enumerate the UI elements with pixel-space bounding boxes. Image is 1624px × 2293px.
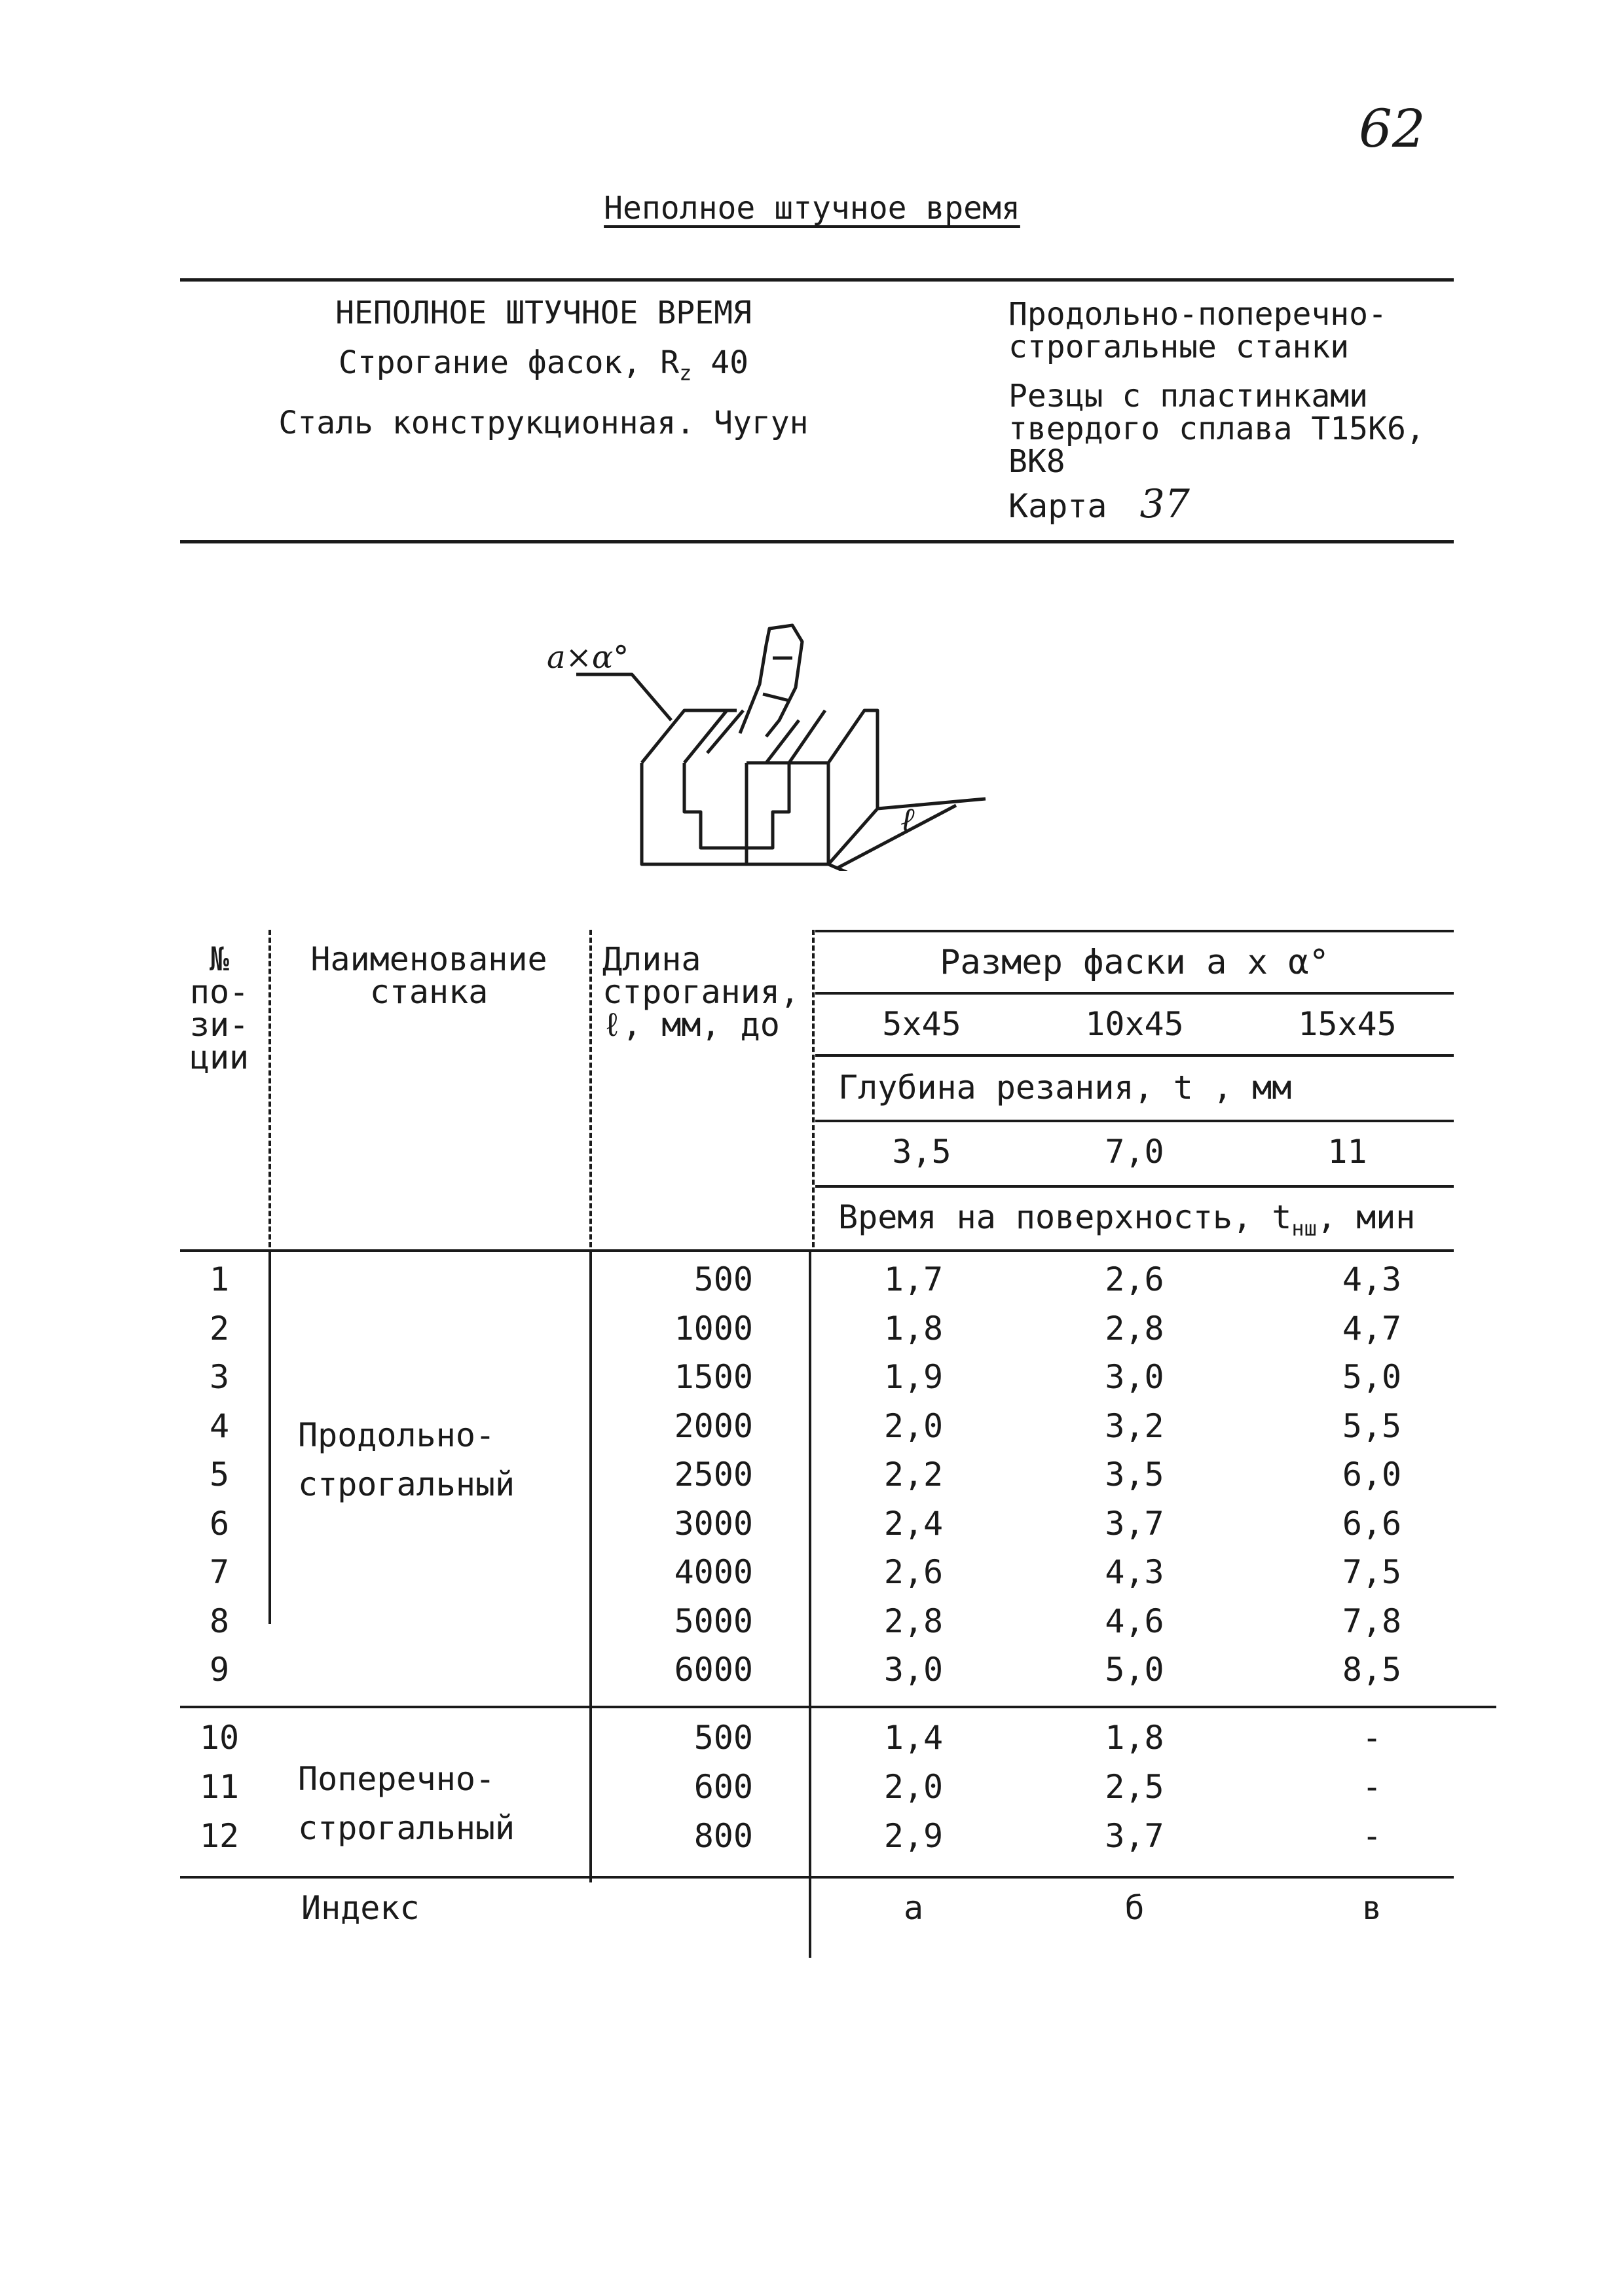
roughness-value: 40 [692, 344, 749, 381]
body-sep-3 [809, 1251, 811, 1958]
row-no: 8 [209, 1602, 230, 1640]
row-length: 600 [693, 1768, 753, 1806]
time-header-text: Время на поверхность, t [838, 1198, 1292, 1236]
col-len-h1: Длина [602, 940, 701, 978]
header-bottom-line [180, 1249, 1454, 1252]
row-time-b: 2,6 [1105, 1260, 1164, 1298]
group1-machine-name [298, 1411, 515, 1509]
header-sep-1 [268, 930, 271, 1247]
body-sep-2 [589, 1251, 592, 1882]
depth-header-rule [815, 1120, 1454, 1122]
tools-line1: Резцы с пластинками [1008, 378, 1369, 414]
row-time-a: 1,4 [883, 1719, 944, 1757]
col-len-h2: строгания, [602, 973, 800, 1011]
row-length: 1000 [674, 1309, 753, 1348]
col-name-h2: станка [369, 973, 489, 1011]
row-time-c: 5,5 [1342, 1406, 1402, 1445]
roughness-sub: z [679, 360, 692, 386]
row-length: 2500 [674, 1456, 753, 1494]
row-time-b: 1,8 [1105, 1719, 1164, 1757]
col-name-h1: Наименование [310, 940, 547, 978]
row-no: 4 [209, 1406, 230, 1445]
row-length: 500 [693, 1260, 753, 1298]
row-length: 6000 [674, 1651, 753, 1689]
row-time-b: 2,5 [1105, 1768, 1164, 1806]
row-time-a: 2,9 [883, 1817, 944, 1855]
row-time-c: 6,6 [1342, 1504, 1402, 1543]
size-a: 5x45 [882, 1005, 961, 1043]
row-no: 6 [209, 1504, 230, 1543]
row-time-a: 2,8 [883, 1602, 944, 1640]
row-length: 3000 [674, 1504, 753, 1543]
header-sep-2 [589, 930, 592, 1247]
col-len-header [602, 940, 812, 1044]
row-time-b: 2,8 [1105, 1309, 1164, 1348]
group2-name-l1: Поперечно- [298, 1760, 496, 1798]
row-time-c: 5,0 [1342, 1358, 1402, 1396]
row-time-c: 6,0 [1342, 1456, 1402, 1494]
row-time-a: 2,6 [883, 1553, 944, 1591]
tools-line2: твердого сплава Т15К6, [1008, 411, 1425, 447]
depth-header: Глубина резания, t , мм [838, 1069, 1292, 1107]
size-header: Размер фаски a x α° [940, 943, 1329, 982]
col-no-header [180, 940, 259, 1076]
row-no: 5 [209, 1456, 230, 1494]
col-no-h4: ции [189, 1038, 249, 1076]
row-time-a: 2,4 [883, 1504, 944, 1543]
karta-label: Карта [1008, 487, 1107, 525]
row-time-a: 2,0 [883, 1406, 944, 1445]
depth-b: 7,0 [1105, 1133, 1164, 1171]
row-time-c: 8,5 [1342, 1651, 1402, 1689]
row-no: 1 [209, 1260, 230, 1298]
row-length: 800 [693, 1817, 753, 1855]
table-top-rule [815, 930, 1454, 932]
group2-name-l2: строгальный [298, 1809, 515, 1847]
row-time-a: 2,0 [883, 1768, 944, 1806]
index-a: а [903, 1889, 924, 1927]
row-no: 10 [199, 1719, 240, 1757]
col-name-header [275, 940, 583, 1011]
row-time-a: 1,7 [883, 1260, 944, 1298]
group2-machine-name [298, 1755, 515, 1853]
row-time-a: 1,9 [883, 1358, 944, 1396]
chamfer-label: a×α° [547, 639, 629, 676]
row-time-c: - [1361, 1719, 1382, 1757]
row-time-a: 2,2 [883, 1456, 944, 1494]
depth-c: 11 [1327, 1133, 1367, 1171]
row-time-b: 3,2 [1105, 1406, 1164, 1445]
machines-line2: строгальные станки [1008, 329, 1350, 365]
karta-number: 37 [1139, 481, 1190, 527]
sizes-rule [815, 1054, 1454, 1057]
page-title-text: Неполное штучное время [604, 190, 1020, 227]
row-time-b: 3,7 [1105, 1817, 1164, 1855]
depth-a: 3,5 [892, 1133, 951, 1171]
row-no: 11 [199, 1768, 240, 1806]
row-length: 2000 [674, 1406, 753, 1445]
time-header-unit: , мин [1316, 1198, 1416, 1236]
row-time-c: 7,8 [1342, 1602, 1402, 1640]
row-time-b: 5,0 [1105, 1651, 1164, 1689]
row-time-c: - [1361, 1768, 1382, 1806]
row-time-b: 3,7 [1105, 1504, 1164, 1543]
operation-text: Строгание фасок, R [338, 344, 680, 381]
group1-name-l2: строгальный [298, 1465, 515, 1503]
index-label: Индекс [301, 1889, 420, 1927]
machines-line1: Продольно-поперечно- [1008, 296, 1387, 333]
header-title: НЕПОЛНОЕ ШТУЧНОЕ ВРЕМЯ [335, 295, 752, 331]
tools-line3: ВК8 [1008, 443, 1065, 480]
size-c: 15x45 [1298, 1005, 1397, 1043]
row-no: 12 [199, 1817, 240, 1855]
row-time-c: 4,3 [1342, 1260, 1402, 1298]
row-time-c: - [1361, 1817, 1382, 1855]
col-no-h2: по- [189, 973, 249, 1011]
header-sep-3 [812, 930, 815, 1247]
row-time-b: 4,3 [1105, 1553, 1164, 1591]
row-no: 7 [209, 1553, 230, 1591]
row-time-b: 4,6 [1105, 1602, 1164, 1640]
index-rule [180, 1876, 1454, 1879]
row-length: 1500 [674, 1358, 753, 1396]
size-header-rule [815, 992, 1454, 995]
depths-rule [815, 1185, 1454, 1188]
group1-name-l1: Продольно- [298, 1416, 496, 1454]
row-no: 9 [209, 1651, 230, 1689]
row-time-c: 4,7 [1342, 1309, 1402, 1348]
row-time-a: 3,0 [883, 1651, 944, 1689]
row-no: 2 [209, 1309, 230, 1348]
time-header-sub: нш [1291, 1216, 1317, 1241]
row-length: 5000 [674, 1602, 753, 1640]
size-b: 10x45 [1085, 1005, 1184, 1043]
col-len-h3: ℓ, мм, до [602, 1006, 780, 1044]
row-time-b: 3,5 [1105, 1456, 1164, 1494]
col-no-h1: № [209, 940, 230, 978]
row-length: 500 [693, 1719, 753, 1757]
row-length: 4000 [674, 1553, 753, 1591]
row-no: 3 [209, 1358, 230, 1396]
time-header [838, 1198, 1467, 1241]
index-c: в [1361, 1889, 1382, 1927]
col-no-h3: зи- [189, 1006, 249, 1044]
length-label: ℓ [900, 801, 915, 840]
index-b: б [1124, 1889, 1145, 1927]
page-number: 62 [1359, 98, 1426, 159]
row-time-c: 7,5 [1342, 1553, 1402, 1591]
row-time-b: 3,0 [1105, 1358, 1164, 1396]
header-material: Сталь конструкционная. Чугун [278, 404, 809, 441]
group-separator [180, 1706, 1496, 1708]
row-time-a: 1,8 [883, 1309, 944, 1348]
body-sep-1 [268, 1251, 271, 1624]
